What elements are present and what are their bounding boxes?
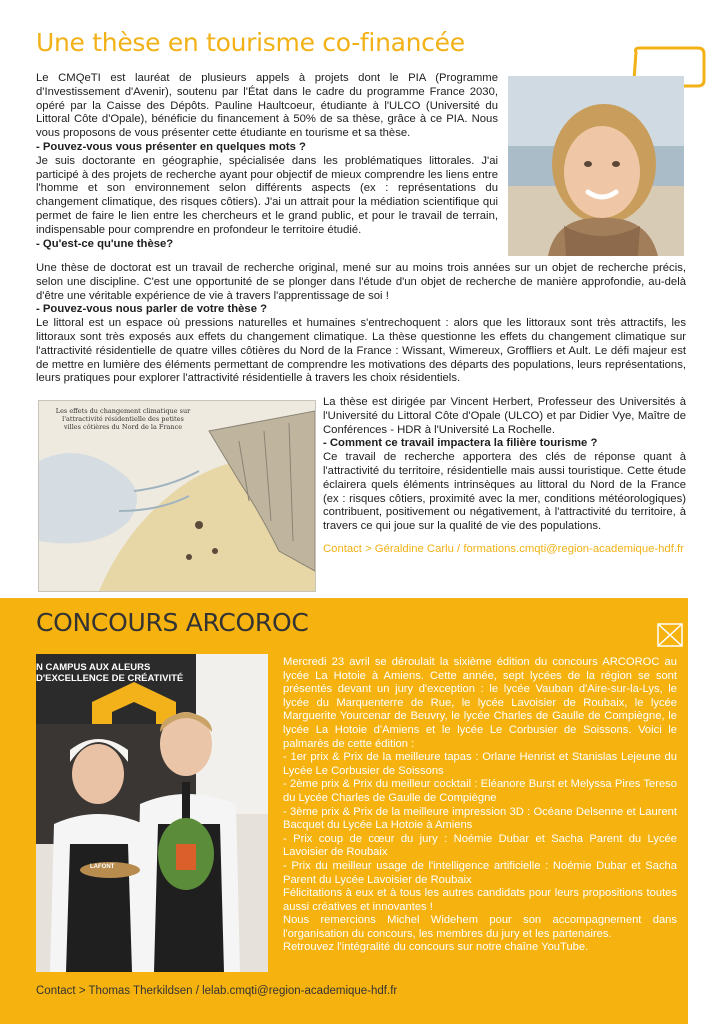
contact-thomas: Contact > Thomas Therkildsen / lelab.cmqti@region-academique-hdf.fr: [36, 985, 398, 997]
intro-paragraph: Le CMQeTI est lauréat de plusieurs appels à projets dont le PIA (Programme d'Investissement d'Avenir), soutenu par l'État dans le cadre du programme France 2030, opéré par la Caisse des Dépôts. Pauline Haultcoeur, étudiante à l'ULCO (Université du Littoral Côte d'Opale), bénéficie du financement à 50% de sa thèse, grâce à ce PIA. Nous vous proposons de vous présenter cette étudiante en tourisme et sa thèse. - Pouvez-vous vous présenter en quelques mots ? Je suis doctorante en géographie, spécialisée dans les problématiques littorales. J'ai participé à des projets de recherche ayant pour objectif de mieux comprendre les liens entre l'homme et son environnement selon différents aspects (ex : représentations du changement climatique, des risques côtiers). J'ai un attrait pour la médiation scientifique qui permet de faire le lien entre les chercheurs et le grand public, et pour le travail de terrain, indispensable pour comprendre en profondeur le territoire étudié. - Qu'est-ce qu'une thèse?: [36, 72, 498, 250]
question-3: - Pouvez-vous nous parler de votre thèse ?: [36, 303, 268, 316]
question-1: - Pouvez-vous vous présenter en quelques mots ?: [36, 140, 306, 153]
campus-banner-text: N CAMPUS AUX ALEURS D'EXCELLENCE DE CRÉATIVITÉ: [36, 662, 184, 684]
prize-1: - 1er prix & Prix de la meilleure tapas : Orlane Henrist et Stanislas Lejeune du Lycée Le Corbusier de Soissons: [283, 751, 677, 777]
contest-photo: [36, 654, 268, 972]
portrait-illustration: [508, 76, 684, 256]
prize-3: - 3ème prix & Prix de la meilleure impression 3D : Océane Delsenne et Laurent Bacquet du Lycée La Hotoie à Amiens: [283, 805, 677, 832]
campus-logo-icon: [652, 620, 688, 650]
answer-3-supervisors: La thèse est dirigée par Vincent Herbert, Professeur des Universités à l'Université du Littoral Côte d'Opale (ULCO) et par Didier Vye, Maître de Conférences - HDR à l'Université La Rochelle.: [323, 396, 686, 436]
thanks: Nous remercions Michel Widehem pour son accompagnement dans l'organisation du concours, les membres du jury et les partenaires.: [283, 914, 677, 940]
answer-3: Le littoral est un espace où pressions naturelles et humaines s'entrechoquent : alors que les littoraux sont très attractifs, les littoraux sont très exposés aux effets du changement climatique. La thèse questionne les effets du changement climatique sur l'attractivité résidentielle de quatre villes côtières du Nord de la France : Wissant, Wimereux, Groffliers et Ault. Le défi majeur est de mettre en lumière des éléments permettant de comprendre les motivations des départs des populations, leurs représentations, leurs pratiques pour explorer l'attractivité résidentielle à travers les choix résidentiels.: [36, 317, 686, 385]
question-2: - Qu'est-ce qu'une thèse?: [36, 237, 174, 250]
answer-2: Une thèse de doctorat est un travail de recherche original, mené sur au moins trois années sur un objet de recherche précis, selon une discipline. C'est une opportunité de se plonger dans l'étude d'un objet de recherche de manière approfondie, au-delà d'être une véritable expérience de vie à travers l'apprentissage de soi !: [36, 262, 686, 302]
coastal-drawing: [38, 400, 316, 592]
prize-jury: - Prix coup de cœur du jury : Noémie Dubar et Sacha Parent du Lycée Lavoisier de Roubaix: [283, 832, 677, 859]
prize-ai: - Prix du meilleur usage de l'intelligence artificielle : Noémie Dubar et Sacha Parent du Lycée Lavoisier de Roubaix: [283, 859, 677, 886]
arcoroc-text: [283, 656, 677, 955]
section2-title: CONCOURS ARCOROC: [36, 608, 309, 637]
apron-logo: LAFONT: [90, 864, 115, 870]
arcoroc-intro: Mercredi 23 avril se déroulait la sixième édition du concours ARCOROC au lycée La Hotoie à Amiens. Cette année, sept lycées de la région se sont présentés devant un jury d'exception : le lycée Vauban d'Aire-sur-la-Lys, le lycée du Marquenterre de Rue, le lycée Lavoisier de Roubaix, le lycée Marguerite Yourcenar de Beuvry, le lycée Charles de Gaulle de Compiègne, le lycée La Hotoie d'Amiens et le lycée Le Corbusier de Soissons. Voici le palmarès de cette édition :: [283, 656, 677, 750]
thesis-supervision: [323, 396, 686, 556]
youtube-note: Retrouvez l'intégralité du concours sur notre chaîne YouTube.: [283, 941, 589, 954]
answer-1: Je suis doctorante en géographie, spécialisée dans les problématiques littorales. J'ai participé à des projets de recherche ayant pour objectif de mieux comprendre les liens entre l'homme et son environnement selon différents aspects (ex : représentations du changement climatique, des risques côtiers). J'ai un attrait pour la médiation scientifique qui permet de faire le lien entre les chercheurs et le grand public, et pour le travail de terrain, indispensable pour comprendre en profondeur le territoire étudié.: [36, 154, 498, 236]
thesis-section: [36, 262, 686, 386]
portrait-photo: [508, 76, 684, 256]
congrats: Félicitations à eux et à tous les autres candidats pour leurs propositions toutes aussi créatives et innovantes !: [283, 887, 677, 913]
answer-4: Ce travail de recherche apportera des clés de réponse quant à l'attractivité du territoire, résidentielle mais aussi touristique. Cette étude éclairera quels éléments intrinsèques au littoral du Nord de la France (ex : risques côtiers, proximité avec la mer, conditions météorologiques) contribuent, positivement ou négativement, à l'attractivité du territoire, à travers ce qui joue sur la qualité de vie des populations.: [323, 451, 686, 533]
drawing-caption: Les effets du changement climatique sur l'attractivité résidentielle des petites villes côtières du Nord de la France: [55, 407, 191, 431]
prize-2: - 2ème prix & Prix du meilleur cocktail : Eléanore Burst et Melyssa Pires Tereso du Lycée Charles de Gaulle de Compiègne: [283, 778, 677, 804]
question-4: - Comment ce travail impactera la filière tourisme ?: [323, 437, 598, 450]
contact-geraldine: Contact > Géraldine Carlu / formations.cmqti@region-academique-hdf.fr: [323, 542, 684, 555]
section1-title: Une thèse en tourisme co-financée: [36, 28, 465, 57]
contest-photo-illustration: [36, 654, 268, 972]
